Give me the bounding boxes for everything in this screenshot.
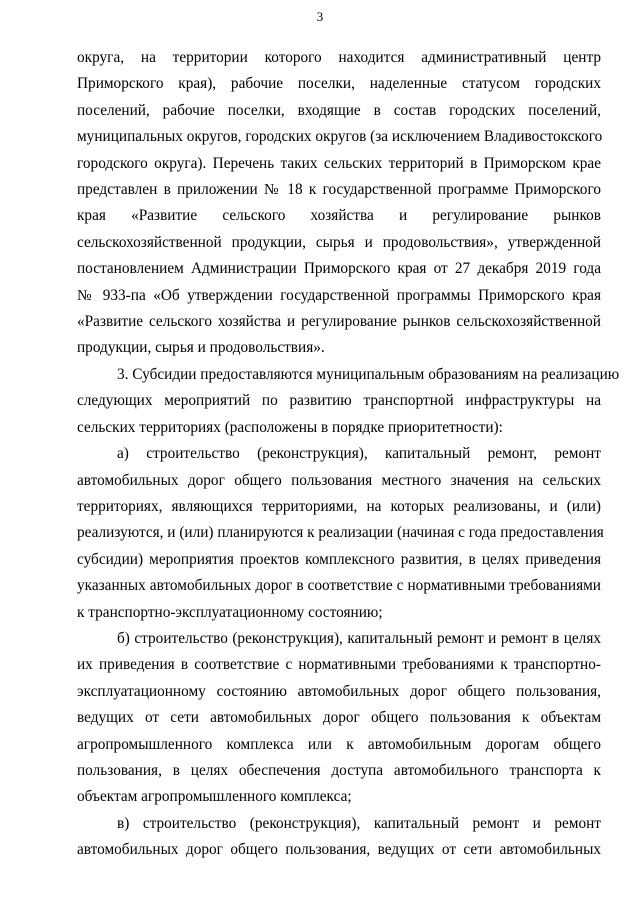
text-line: представлен в приложении № 18 к государственной программе Приморского — [77, 181, 601, 199]
text-line: эксплуатационному состоянию автомобильных дорог общего пользования, — [77, 682, 601, 700]
page-number: 3 — [316, 9, 324, 24]
text-line: № 933-па «Об утверждении государственной программы Приморского края — [77, 286, 601, 304]
text-line: сельских территориях (расположены в порядке приоритетности): — [77, 418, 503, 436]
paragraph-subitem-v — [77, 811, 601, 864]
text-line: агропромышленного комплекса или к автомобильным дорогам общего — [77, 735, 601, 753]
text-line: постановлением Администрации Приморского края от 27 декабря 2019 года — [77, 260, 601, 278]
text-line: «Развитие сельского хозяйства и регулирование рынков сельскохозяйственной — [77, 313, 601, 331]
text-line: б) строительство (реконструкция), капитальный ремонт и ремонт в целях — [117, 629, 601, 647]
document-body — [77, 45, 620, 864]
paragraph-item-3 — [77, 362, 620, 441]
text-line: автомобильных дорог общего пользования местного значения на сельских — [77, 471, 601, 489]
text-line: объектам агропромышленного комплекса; — [77, 788, 352, 806]
text-line: продукции, сырья и продовольствия». — [77, 339, 325, 357]
paragraph-subitem-a — [77, 441, 604, 626]
paragraph-subitem-b — [77, 626, 601, 811]
text-line: следующих мероприятий по развитию транспортной инфраструктуры на — [77, 392, 601, 410]
text-line: указанных автомобильных дорог в соответствие с нормативными требованиями — [77, 577, 601, 595]
text-line: пользования, в целях обеспечения доступа автомобильного транспорта к — [77, 761, 601, 779]
text-line: края «Развитие сельского хозяйства и регулирование рынков — [77, 207, 601, 225]
text-line: округа, на территории которого находится административный центр — [77, 49, 601, 66]
text-line: городского округа). Перечень таких сельских территорий в Приморском крае — [77, 154, 601, 172]
text-line: территориях, являющихся территориями, на которых реализованы, и (или) — [77, 497, 601, 515]
text-line: сельскохозяйственной продукции, сырья и продовольствия», утвержденной — [77, 233, 601, 251]
text-line: ведущих от сети автомобильных дорог общего пользования к объектам — [77, 709, 601, 727]
text-line: их приведения в соответствие с нормативными требованиями к транспортно- — [77, 656, 601, 674]
text-line: Приморского края), рабочие поселки, наделенные статусом городских — [77, 75, 601, 93]
text-line: к транспортно-эксплуатационному состоянию; — [77, 603, 383, 621]
text-line: в) строительство (реконструкция), капитальный ремонт и ремонт — [117, 814, 601, 832]
text-line: а) строительство (реконструкция), капитальный ремонт, ремонт — [117, 445, 601, 463]
text-line: муниципальных округов, городских округов (за исключением Владивостокского — [77, 128, 603, 146]
text-line: реализуются, и (или) планируются к реализации (начиная с года предоставления — [77, 524, 604, 542]
paragraph-continuation — [77, 45, 601, 362]
text-line: 3. Субсидии предоставляются муниципальным образованиям на реализацию — [117, 365, 620, 383]
text-line: автомобильных дорог общего пользования, ведущих от сети автомобильных — [77, 841, 601, 859]
text-line: поселений, рабочие поселки, входящие в состав городских поселений, — [77, 101, 601, 119]
text-line: субсидии) мероприятия проектов комплексного развития, в целях приведения — [77, 550, 601, 568]
